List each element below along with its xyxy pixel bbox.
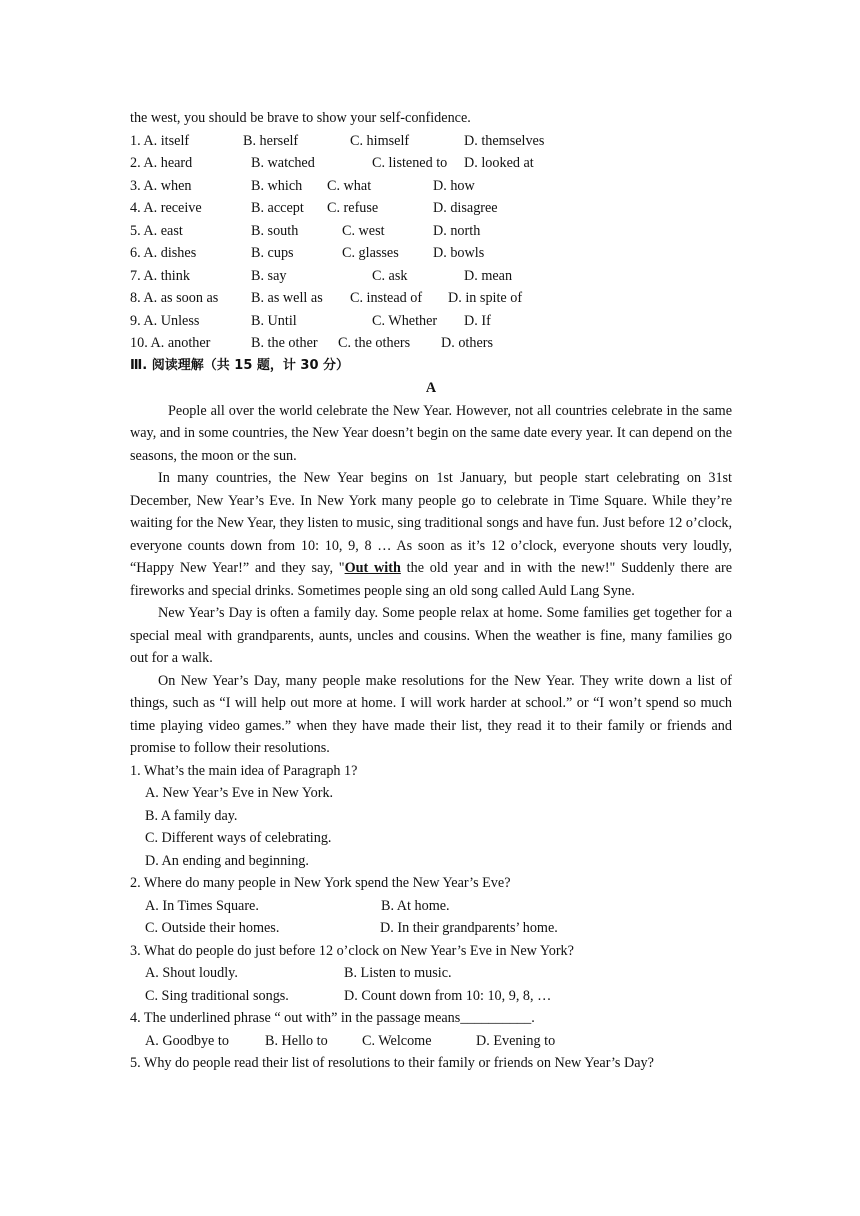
q4-option-d: D. Evening to (476, 1032, 556, 1049)
q1-option-c: C. Different ways of celebrating. (145, 830, 332, 846)
cloze-q5-option-a: 5. A. east (130, 222, 183, 239)
cloze-q7-option-b: B. say (251, 267, 287, 284)
cloze-q6-option-b: B. cups (251, 245, 294, 261)
cloze-q7-option-a: 7. A. think (130, 267, 190, 284)
cloze-q9-option-c: C. Whether (372, 312, 438, 329)
document-page (130, 107, 732, 1075)
passage-label: A (425, 380, 437, 396)
paragraph-2 (130, 467, 732, 602)
q3-option-b: B. Listen to music. (344, 965, 452, 981)
cloze-q6-option-d: D. bowls (433, 245, 485, 261)
cloze-q7-option-c: C. ask (372, 267, 408, 284)
cloze-q4-option-d: D. disagree (433, 200, 498, 216)
paragraph-4: On New Year’s Day, many people make resolutions for the New Year. They write down a list of things, such as “I will help out more at home. I will work harder at school.” or “I won’t spend so much time playing video games.” when they have made their list, they read it to their family or friends and promise to follow their resolutions. (130, 672, 732, 756)
q2-option-c: C. Outside their homes. (145, 920, 280, 936)
cloze-option-row (130, 220, 732, 243)
cloze-q10-option-c: C. the others (338, 335, 411, 351)
cloze-q3-option-c: C. what (327, 177, 372, 194)
cloze-q2-option-a: 2. A. heard (130, 155, 193, 171)
question-1: 1. What’s the main idea of Paragraph 1? (130, 762, 358, 779)
cloze-q3-option-a: 3. A. when (130, 177, 192, 194)
paragraph-3: New Year’s Day is often a family day. Some people relax at home. Some families get together for a special meal with grandparents, aunts, uncles and cousins. When the weather is fine, many families go out for a walk. (130, 605, 732, 666)
cloze-q9-option-b: B. Until (251, 312, 297, 329)
question-3: 3. What do people do just before 12 o’clock on New Year’s Eve in New York? (130, 942, 574, 959)
cloze-q5-option-d: D. north (433, 222, 481, 239)
q1-option-a: A. New Year’s Eve in New York. (145, 785, 334, 801)
q4-option-b: B. Hello to (265, 1032, 328, 1049)
cloze-option-row (130, 310, 732, 333)
q1-option-b: B. A family day. (145, 807, 238, 824)
question-2: 2. Where do many people in New York spend the New Year’s Eve? (130, 875, 511, 891)
cloze-option-row (130, 175, 732, 198)
q2-option-b: B. At home. (381, 897, 450, 914)
cloze-q3-option-b: B. which (251, 177, 303, 194)
cloze-option-row (130, 130, 732, 153)
q3-options-row-1 (130, 962, 732, 985)
cloze-q8-option-a: 8. A. as soon as (130, 290, 219, 306)
q3-option-c: C. Sing traditional songs. (145, 987, 289, 1004)
cloze-option-row (130, 332, 732, 355)
cloze-q10-option-d: D. others (441, 335, 494, 351)
cloze-q8-option-b: B. as well as (251, 290, 323, 306)
cloze-q1-option-d: D. themselves (464, 132, 545, 149)
cloze-q2-option-d: D. looked at (464, 155, 534, 171)
paragraph-2-text-before: In many countries, the New Year begins on 1st January, but people start celebrating on 31st December, New Year’s Eve. In New York many people go to celebrate in Time Square. While they’re waiting for the New Year, they listen to music, sing traditional songs and have fun. Just before 12 o’clock, everyone counts down from 10: 10, 9, 8 … As soon as it’s 12 o’clock, everyone shouts very loudly, “Happy New Year!” and they say, " (130, 470, 732, 576)
cloze-q4-option-c: C. refuse (327, 200, 379, 216)
section-title: Ⅲ. 阅读理解（共 15 题，计 30 分） (130, 357, 350, 373)
cloze-q1-option-a: 1. A. itself (130, 132, 190, 149)
q2-options-row-1 (130, 895, 732, 918)
cloze-q8-option-d: D. in spite of (448, 290, 523, 306)
q2-option-d: D. In their grandparents’ home. (380, 920, 558, 936)
paragraph-1: People all over the world celebrate the New Year. However, not all countries celebrate in the same way, and in some countries, the New Year doesn’t begin on the same date every year. It can depend on the seasons, the moon or the sun. (130, 402, 732, 464)
cloze-option-row (130, 287, 732, 310)
q3-option-d: D. Count down from 10: 10, 9, 8, … (344, 987, 552, 1004)
cloze-q7-option-d: D. mean (464, 267, 513, 284)
q4-option-a: A. Goodbye to (145, 1032, 229, 1049)
cloze-q4-option-b: B. accept (251, 200, 304, 216)
question-5: 5. Why do people read their list of resolutions to their family or friends on New Year’s Day? (130, 1055, 654, 1071)
q4-option-c: C. Welcome (362, 1032, 432, 1049)
cloze-q2-option-c: C. listened to (372, 155, 448, 171)
cloze-q10-option-a: 10. A. another (130, 335, 211, 351)
paragraph-2-text-after: the old year and in with the new!" Suddenly there are fireworks and special drinks. Sometimes people sing an old song called Auld Lang Syne. (130, 560, 733, 599)
cloze-q6-option-c: C. glasses (342, 245, 399, 261)
cloze-option-row (130, 265, 732, 288)
cloze-q1-option-b: B. herself (243, 132, 299, 149)
underlined-phrase: Out with (344, 560, 401, 576)
cloze-q10-option-b: B. the other (251, 335, 318, 351)
cloze-q1-option-c: C. himself (350, 132, 410, 149)
cloze-option-row (130, 197, 732, 220)
cloze-q2-option-b: B. watched (251, 155, 315, 171)
question-4: 4. The underlined phrase “ out with” in the passage means__________. (130, 1010, 535, 1026)
intro-line: the west, you should be brave to show your self-confidence. (130, 110, 471, 126)
cloze-q5-option-b: B. south (251, 222, 299, 239)
cloze-q9-option-d: D. If (464, 312, 491, 329)
q1-option-d: D. An ending and beginning. (145, 852, 309, 869)
cloze-option-row (130, 152, 732, 175)
cloze-option-row (130, 242, 732, 265)
q4-options-row (130, 1030, 732, 1053)
q3-options-row-2 (130, 985, 732, 1008)
q3-option-a: A. Shout loudly. (145, 965, 238, 981)
cloze-q5-option-c: C. west (342, 222, 385, 239)
cloze-options-list (130, 130, 732, 355)
cloze-q3-option-d: D. how (433, 177, 475, 194)
q2-option-a: A. In Times Square. (145, 897, 259, 914)
cloze-q6-option-a: 6. A. dishes (130, 245, 197, 261)
cloze-q4-option-a: 4. A. receive (130, 200, 202, 216)
cloze-q8-option-c: C. instead of (350, 290, 423, 306)
q2-options-row-2 (130, 917, 732, 940)
cloze-q9-option-a: 9. A. Unless (130, 312, 200, 329)
